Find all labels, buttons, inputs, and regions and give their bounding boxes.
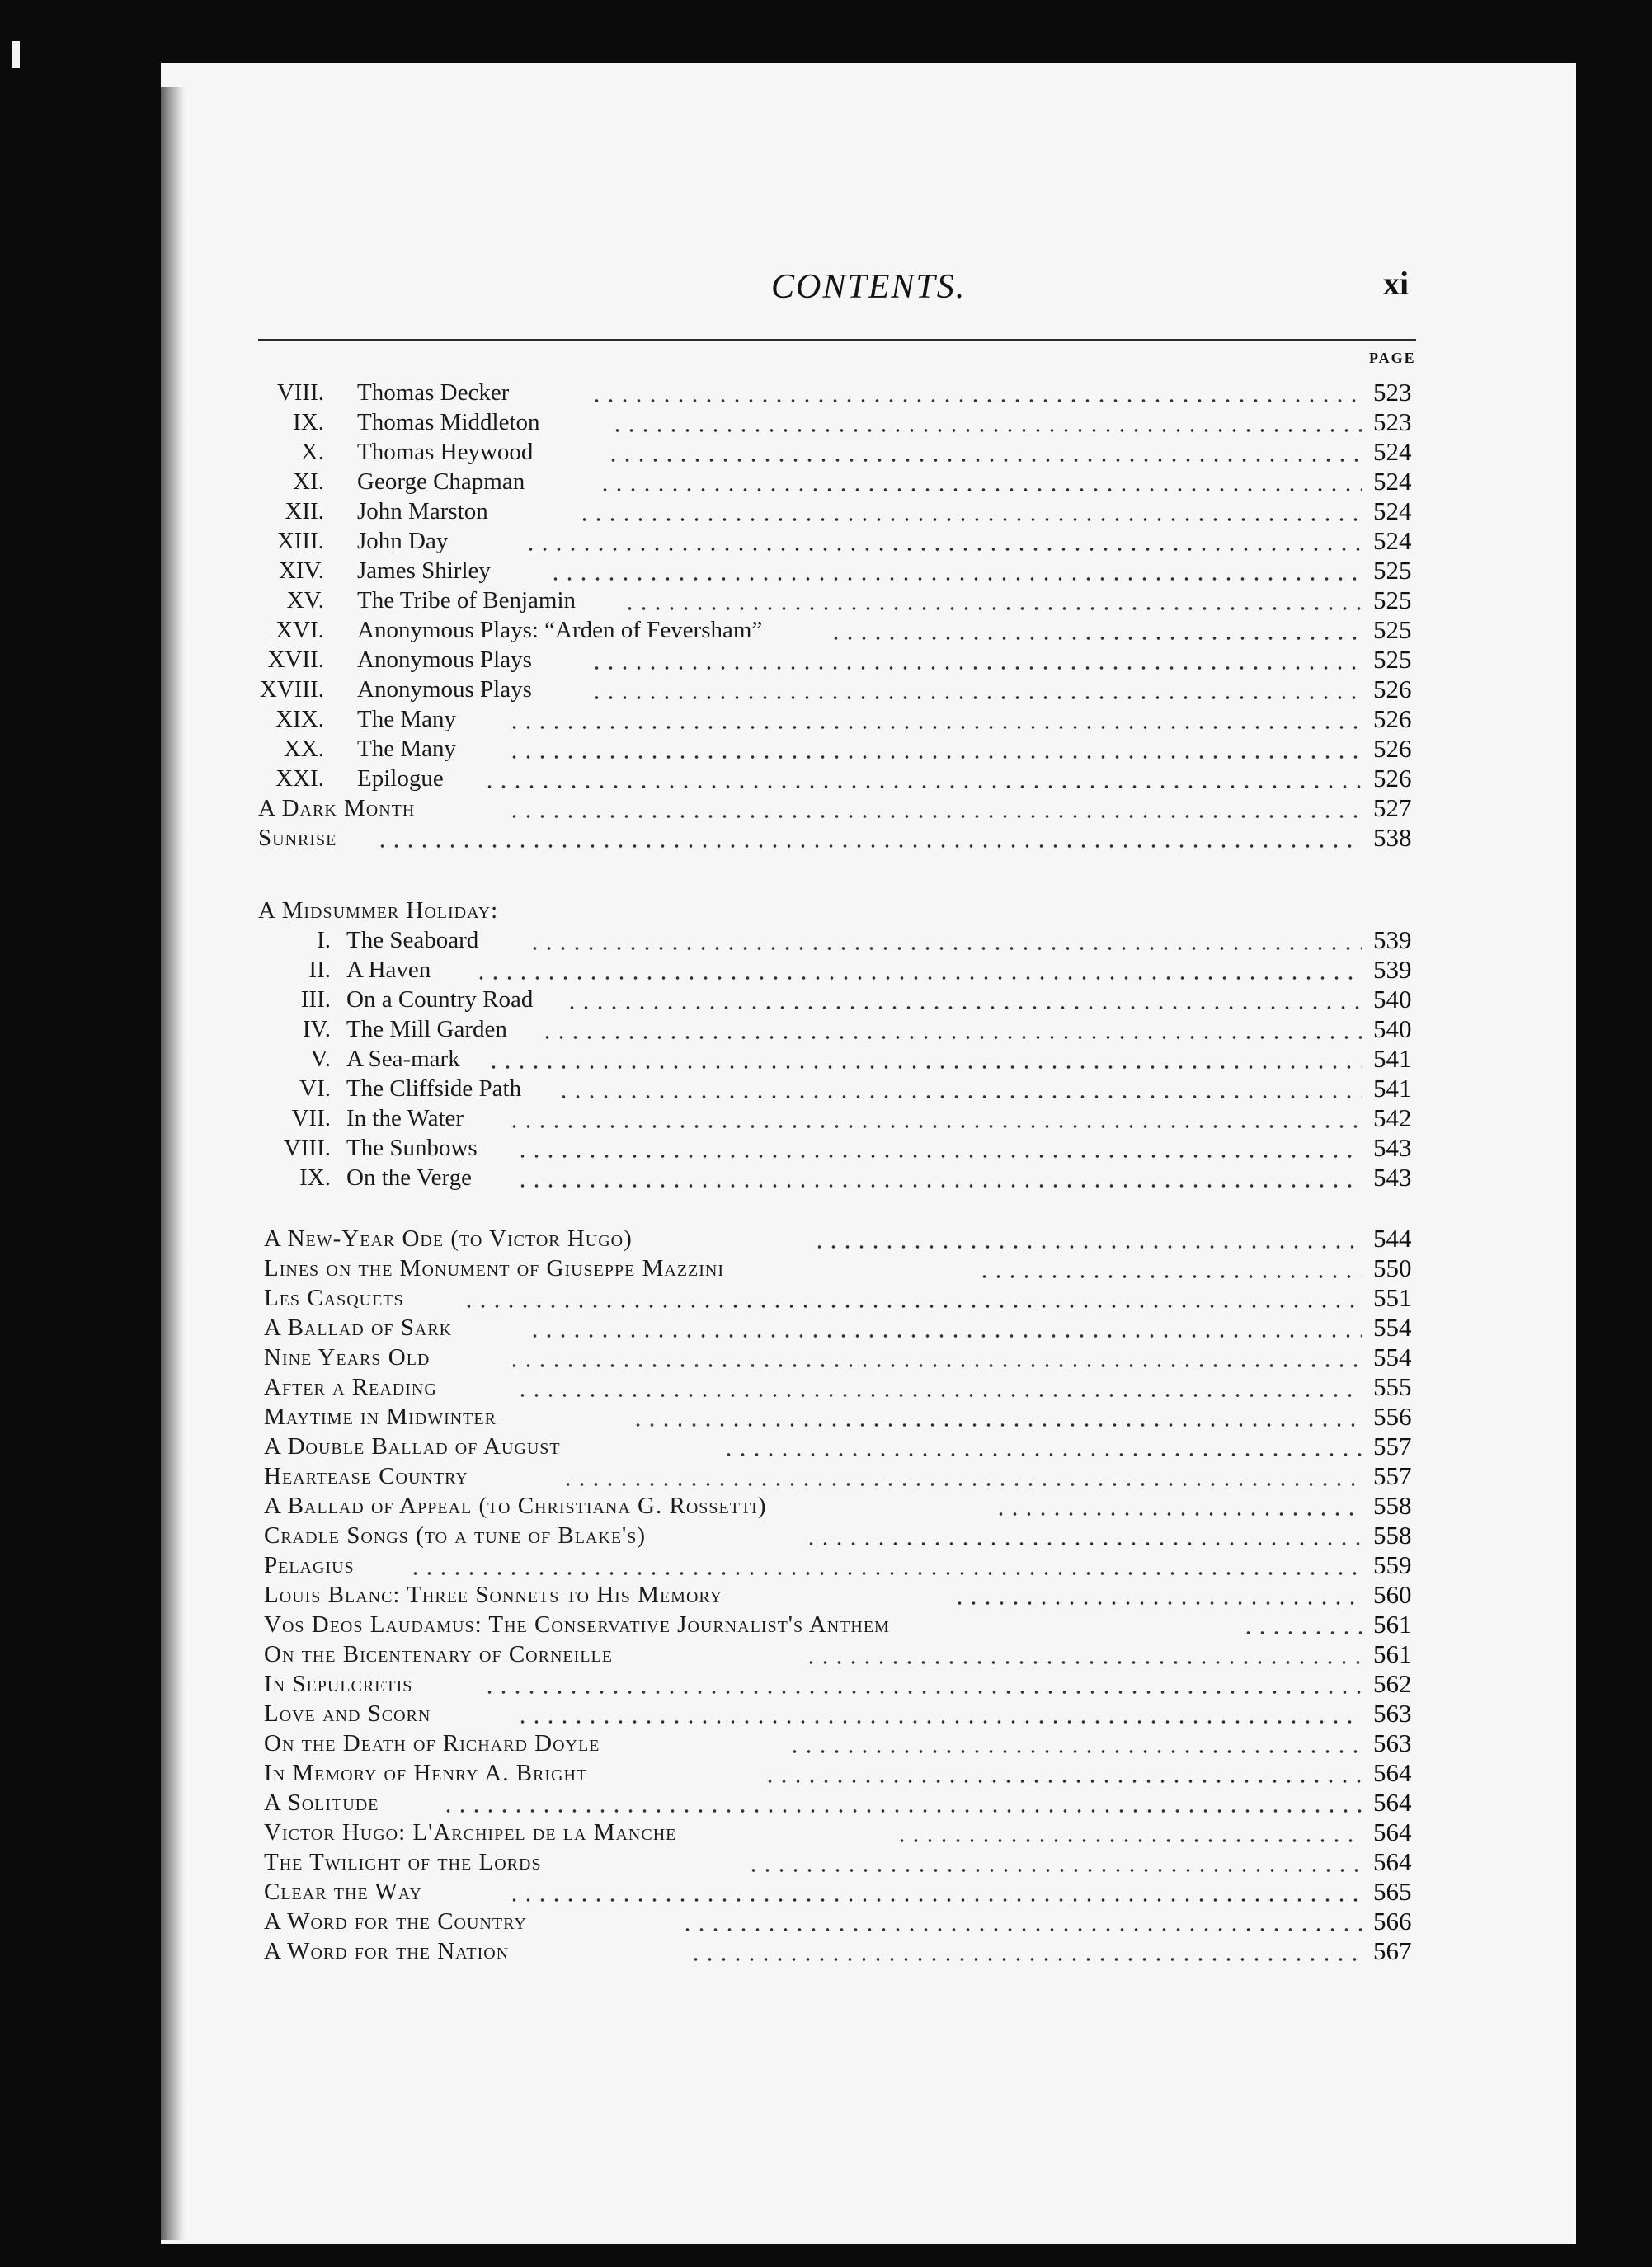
toc-entry [161, 734, 1576, 764]
dot-leader [561, 1483, 1362, 1486]
toc-entry [161, 1163, 1576, 1192]
toc-page-number: 526 [1373, 704, 1412, 733]
toc-title: George Chapman [357, 468, 525, 495]
toc-title: Pelagius [264, 1552, 355, 1578]
dot-leader [631, 1423, 1362, 1427]
toc-number: XVIII. [259, 676, 324, 703]
dot-leader [482, 785, 1362, 788]
toc-number: XIX. [275, 706, 324, 732]
dot-leader [515, 1720, 1362, 1724]
toc-page-number: 567 [1373, 1936, 1412, 1965]
dot-leader [598, 488, 1362, 491]
toc-page-number: 541 [1373, 1074, 1412, 1103]
toc-page-number: 540 [1373, 985, 1412, 1014]
toc-title: After a Reading [264, 1374, 437, 1400]
toc-number: VIII. [276, 379, 324, 406]
toc-title: Sunrise [258, 825, 337, 851]
toc-entry [161, 1877, 1576, 1907]
toc-number: XII. [285, 498, 324, 524]
toc-entry [161, 955, 1576, 985]
dot-leader [515, 1394, 1362, 1397]
toc-entry [161, 1432, 1576, 1461]
toc-page-number: 564 [1373, 1818, 1412, 1846]
dot-leader [590, 696, 1362, 699]
toc-number: IX. [293, 409, 324, 435]
dot-leader [507, 1364, 1362, 1367]
toc-number: V. [310, 1046, 331, 1072]
toc-title: Heartease Country [264, 1463, 468, 1489]
toc-entry [161, 1818, 1576, 1847]
dot-leader [557, 1095, 1362, 1098]
toc-title: On the Bicentenary of Corneille [264, 1641, 613, 1667]
toc-title: Maytime in Midwinter [264, 1404, 497, 1430]
toc-page-number: 556 [1373, 1402, 1412, 1431]
toc-entry [161, 1550, 1576, 1580]
toc-page-number: 560 [1373, 1580, 1412, 1609]
dot-leader [482, 1691, 1362, 1694]
dot-leader [610, 429, 1362, 432]
toc-title: A Haven [346, 957, 431, 983]
dot-leader [507, 1898, 1362, 1902]
dot-leader [462, 1305, 1362, 1308]
toc-page-number: 559 [1373, 1550, 1412, 1579]
toc-title: On a Country Road [346, 986, 534, 1013]
toc-number: XVII. [267, 647, 324, 673]
toc-page-number: 525 [1373, 645, 1412, 674]
dot-leader [487, 1065, 1362, 1069]
toc-entry [161, 1014, 1576, 1044]
dot-leader [829, 637, 1362, 640]
toc-title: A Solitude [264, 1790, 379, 1816]
toc-entry [161, 1372, 1576, 1402]
toc-title: On the Death of Richard Doyle [264, 1730, 600, 1757]
toc-title: A Ballad of Appeal (to Christiana G. Rossetti) [264, 1493, 767, 1519]
toc-title: Victor Hugo: L'Archipel de la Manche [264, 1819, 677, 1846]
toc-title: Thomas Middleton [357, 409, 540, 435]
toc-page-number: 543 [1373, 1163, 1412, 1192]
toc-page-number: 566 [1373, 1907, 1412, 1935]
toc-page-number: 526 [1373, 764, 1412, 793]
toc-entry [161, 1758, 1576, 1788]
dot-leader [623, 607, 1362, 610]
toc-title: A Word for the Nation [264, 1938, 510, 1964]
dot-leader [606, 459, 1362, 462]
toc-entry [161, 1728, 1576, 1758]
toc-entry [161, 1253, 1576, 1283]
dot-leader [528, 1334, 1362, 1338]
toc-page-number: 558 [1373, 1491, 1412, 1520]
dot-leader [590, 666, 1362, 670]
toc-title: The Sunbows [346, 1135, 478, 1161]
toc-entry [161, 437, 1576, 467]
toc-number: III. [300, 986, 331, 1013]
dot-leader [565, 1006, 1362, 1009]
book-page [161, 63, 1576, 2244]
toc-heading-title: A Midsummer Holiday: [258, 897, 499, 924]
dot-leader [994, 1512, 1362, 1516]
header-rule [258, 339, 1416, 341]
dot-leader [524, 548, 1362, 551]
toc-entry [161, 764, 1576, 793]
toc-title: In Sepulcretis [264, 1671, 413, 1697]
toc-entry [161, 407, 1576, 437]
toc-title: Love and Scorn [264, 1700, 431, 1727]
toc-page-number: 525 [1373, 615, 1412, 644]
toc-title: A Dark Month [258, 795, 416, 821]
toc-number: XIV. [278, 557, 324, 584]
toc-title: Thomas Decker [357, 379, 510, 406]
toc-entry [161, 1907, 1576, 1936]
dot-leader [788, 1750, 1362, 1753]
toc-title: John Marston [357, 498, 488, 524]
toc-title: A New-Year Ode (to Victor Hugo) [264, 1225, 633, 1252]
dot-leader [507, 1125, 1362, 1128]
toc-entry [161, 1133, 1576, 1163]
toc-title: In Memory of Henry A. Bright [264, 1760, 588, 1786]
toc-entry [161, 1669, 1576, 1699]
toc-title: The Seaboard [346, 927, 479, 953]
toc-page-number: 542 [1373, 1103, 1412, 1132]
toc-entry [161, 586, 1576, 615]
toc-entry [161, 1283, 1576, 1313]
toc-page-number: 561 [1373, 1639, 1412, 1668]
dot-leader [540, 1036, 1362, 1039]
page-folio: xi [1383, 265, 1410, 302]
toc-number: XV. [286, 587, 324, 614]
contents-section-1 [161, 378, 1576, 853]
dot-leader [763, 1780, 1362, 1783]
toc-title: The Many [357, 706, 456, 732]
dot-leader [474, 976, 1362, 980]
toc-page-number: 525 [1373, 586, 1412, 614]
toc-page-number: 539 [1373, 925, 1412, 954]
toc-page-number: 527 [1373, 793, 1412, 822]
toc-title: The Tribe of Benjamin [357, 587, 577, 614]
toc-entry [161, 1847, 1576, 1877]
toc-title: James Shirley [357, 557, 491, 584]
toc-page-number: 564 [1373, 1788, 1412, 1817]
toc-page-number: 558 [1373, 1521, 1412, 1550]
dot-leader [1241, 1631, 1362, 1634]
toc-entry [161, 1936, 1576, 1966]
toc-page-number: 554 [1373, 1343, 1412, 1371]
toc-number: XX. [283, 736, 324, 762]
dot-leader [953, 1601, 1362, 1605]
toc-page-number: 555 [1373, 1372, 1412, 1401]
toc-page-number: 561 [1373, 1610, 1412, 1639]
toc-number: IX. [299, 1164, 331, 1191]
toc-page-number: 524 [1373, 437, 1412, 466]
toc-entry [161, 467, 1576, 496]
toc-entry [161, 556, 1576, 586]
dot-leader [895, 1839, 1362, 1842]
toc-title: Thomas Heywood [357, 439, 534, 465]
contents-section-2 [161, 896, 1576, 1192]
toc-page-number: 554 [1373, 1313, 1412, 1342]
toc-number: XXI. [275, 765, 324, 792]
dot-leader [804, 1542, 1362, 1545]
toc-page-number: 526 [1373, 675, 1412, 703]
film-edge-mark [12, 41, 20, 68]
page-column-label: PAGE [1369, 350, 1416, 366]
toc-entry [161, 1074, 1576, 1103]
dot-leader [590, 399, 1362, 402]
toc-title: A Ballad of Sark [264, 1315, 453, 1341]
running-head: CONTENTS. [771, 268, 967, 306]
toc-entry [161, 925, 1576, 955]
toc-title: Vos Deos Laudamus: The Conservative Journalist's Anthem [264, 1611, 890, 1638]
dot-leader [812, 1245, 1362, 1249]
dot-leader [375, 844, 1362, 848]
toc-page-number: 557 [1373, 1432, 1412, 1460]
toc-title: Anonymous Plays [357, 647, 532, 673]
toc-entry [161, 1224, 1576, 1253]
dot-leader [528, 947, 1362, 950]
toc-entry [161, 1521, 1576, 1550]
toc-title: A Double Ballad of August [264, 1433, 561, 1460]
dot-leader [977, 1275, 1362, 1278]
toc-entry [161, 1461, 1576, 1491]
contents-section-3 [161, 1224, 1576, 1966]
toc-number: VIII. [283, 1135, 331, 1161]
dot-leader [515, 1184, 1362, 1188]
toc-title: The Many [357, 736, 456, 762]
toc-entry [161, 1103, 1576, 1133]
toc-entry [161, 1044, 1576, 1074]
toc-title: Anonymous Plays [357, 676, 532, 703]
toc-page-number: 538 [1373, 823, 1412, 852]
dot-leader [680, 1928, 1362, 1931]
toc-entry [161, 526, 1576, 556]
toc-entry [161, 1580, 1576, 1610]
dot-leader [441, 1809, 1362, 1813]
toc-entry [161, 1788, 1576, 1818]
toc-title: A Sea-mark [346, 1046, 460, 1072]
toc-page-number: 543 [1373, 1133, 1412, 1162]
dot-leader [507, 815, 1362, 818]
toc-page-number: 563 [1373, 1699, 1412, 1728]
toc-page-number: 540 [1373, 1014, 1412, 1043]
toc-page-number: 524 [1373, 496, 1412, 525]
toc-entry [161, 615, 1576, 645]
toc-section-heading [161, 896, 1576, 925]
toc-title: The Twilight of the Lords [264, 1849, 542, 1875]
toc-page-number: 539 [1373, 955, 1412, 984]
toc-number: II. [308, 957, 331, 983]
toc-entry [161, 1699, 1576, 1728]
toc-title: Cradle Songs (to a tune of Blake's) [264, 1522, 647, 1549]
toc-number: IV. [302, 1016, 331, 1042]
toc-entry [161, 1610, 1576, 1639]
toc-page-number: 550 [1373, 1253, 1412, 1282]
toc-title: A Word for the Country [264, 1908, 527, 1935]
toc-title: Nine Years Old [264, 1344, 431, 1371]
toc-title: The Mill Garden [346, 1016, 507, 1042]
toc-entry [161, 496, 1576, 526]
toc-entry [161, 985, 1576, 1014]
toc-page-number: 526 [1373, 734, 1412, 763]
toc-page-number: 524 [1373, 526, 1412, 555]
toc-entry [161, 823, 1576, 853]
toc-page-number: 564 [1373, 1758, 1412, 1787]
toc-title: Epilogue [357, 765, 444, 792]
toc-number: XVI. [275, 617, 324, 643]
toc-page-number: 524 [1373, 467, 1412, 496]
toc-number: VII. [291, 1105, 331, 1131]
toc-title: Clear the Way [264, 1879, 422, 1905]
toc-entry [161, 378, 1576, 407]
toc-page-number: 525 [1373, 556, 1412, 585]
toc-entry [161, 1491, 1576, 1521]
dot-leader [408, 1572, 1362, 1575]
toc-entry [161, 1639, 1576, 1669]
toc-page-number: 541 [1373, 1044, 1412, 1073]
toc-entry [161, 1402, 1576, 1432]
toc-number: I. [317, 927, 331, 953]
toc-title: In the Water [346, 1105, 464, 1131]
dot-leader [746, 1869, 1362, 1872]
toc-title: John Day [357, 528, 449, 554]
toc-title: The Cliffside Path [346, 1075, 522, 1102]
dot-leader [515, 1155, 1362, 1158]
toc-page-number: 562 [1373, 1669, 1412, 1698]
toc-entry [161, 645, 1576, 675]
toc-page-number: 551 [1373, 1283, 1412, 1312]
toc-page-number: 563 [1373, 1728, 1412, 1757]
dot-leader [804, 1661, 1362, 1664]
toc-number: X. [300, 439, 324, 465]
toc-entry [161, 793, 1576, 823]
toc-title: Louis Blanc: Three Sonnets to His Memory [264, 1582, 723, 1608]
toc-number: VI. [299, 1075, 331, 1102]
dot-leader [689, 1958, 1362, 1961]
dot-leader [548, 577, 1362, 581]
toc-entry [161, 1343, 1576, 1372]
toc-number: XIII. [276, 528, 324, 554]
dot-leader [577, 518, 1362, 521]
toc-page-number: 523 [1373, 378, 1412, 407]
toc-title: On the Verge [346, 1164, 472, 1191]
toc-entry [161, 704, 1576, 734]
toc-entry [161, 1313, 1576, 1343]
toc-number: XI. [293, 468, 324, 495]
toc-page-number: 557 [1373, 1461, 1412, 1490]
toc-page-number: 565 [1373, 1877, 1412, 1906]
toc-page-number: 523 [1373, 407, 1412, 436]
toc-title: Les Casquets [264, 1285, 404, 1311]
toc-entry [161, 675, 1576, 704]
dot-leader [507, 755, 1362, 759]
toc-title: Lines on the Monument of Giuseppe Mazzini [264, 1255, 725, 1282]
dot-leader [722, 1453, 1362, 1456]
toc-page-number: 544 [1373, 1224, 1412, 1253]
toc-title: Anonymous Plays: “Arden of Feversham” [357, 617, 763, 643]
dot-leader [507, 726, 1362, 729]
toc-page-number: 564 [1373, 1847, 1412, 1876]
